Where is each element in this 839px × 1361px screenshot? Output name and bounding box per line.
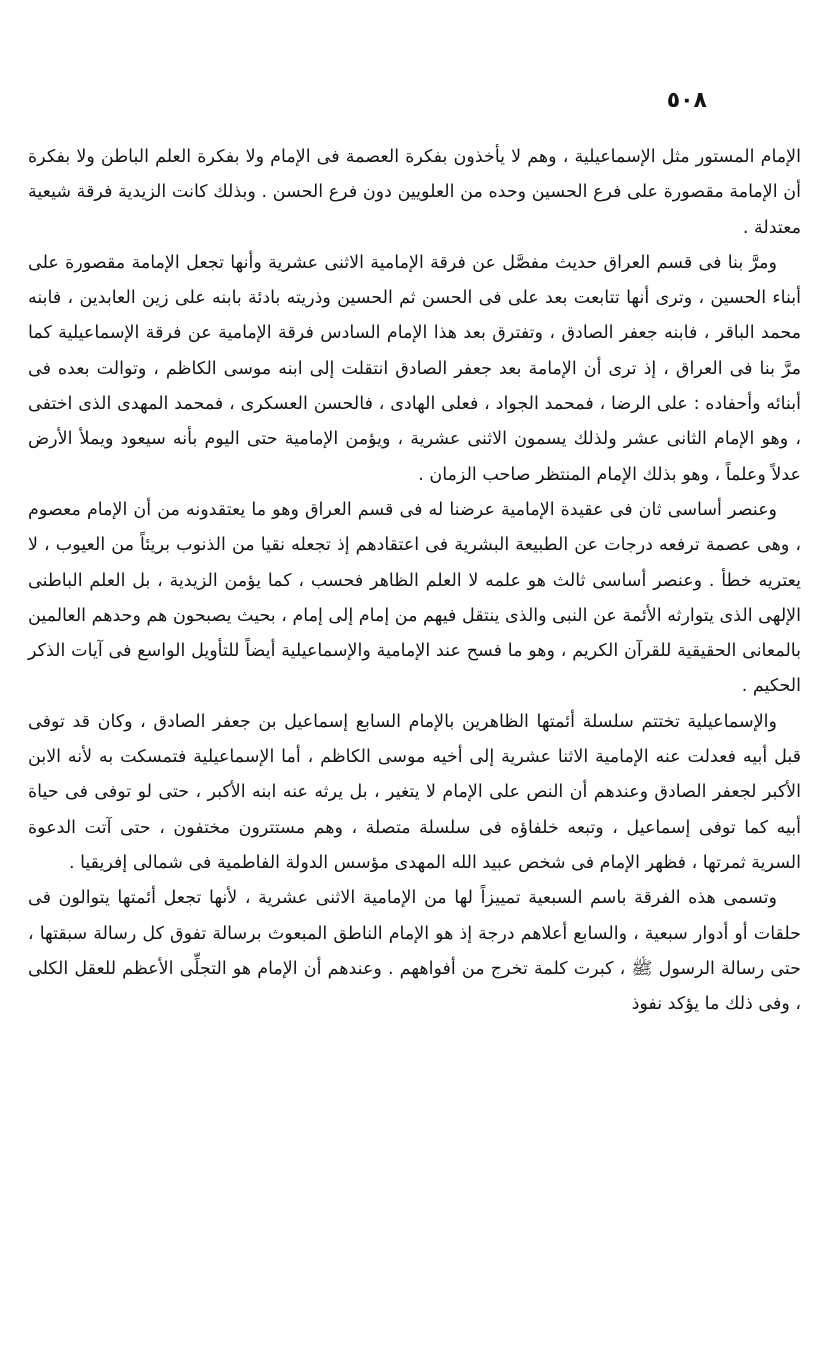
paragraph-3: وعنصر أساسى ثان فى عقيدة الإمامية عرضنا له فى قسم العراق وهو ما يعتقدونه من أن الإمام معصوم ، وهى عصمة ترفعه درجات عن الطبيعة البشرية فى اعتقادهم إذ تجعله نقيا من الذنوب بريئاً من العيوب ، لا يعتريه خطأ . وعنصر أساسى ثالث هو علمه لا العلم الظاهر فحسب ، كما يؤمن الزيدية ، بل العلم الباطنى الإلهى الذى يتوارثه الأئمة عن النبى والذى ينتقل فيهم من إمام إلى إمام ، بحيث يصبحون هم وحدهم العالمين بالمعانى الحقيقية للقرآن الكريم ، وهو ما فسح عند الإمامية والإسماعيلية أيضاً للتأويل الواسع فى آيات الذكر الحكيم . — [28, 499, 801, 697]
page-number: ٥٠٨ — [666, 88, 707, 113]
paragraph-5: وتسمى هذه الفرقة باسم السبعية تمييزاً لها من الإمامية الاثنى عشرية ، لأنها تجعل أئمتها يتوالون فى حلقات أو أدوار سبعية ، والسابع أعلاهم درجة إذ هو الإمام الناطق المبعوث برسالة تفوق كل رسالة سبقتها ، حتى رسالة الرسول ﷺ ، كبرت كلمة تخرج من أفواههم . وعندهم أن الإمام هو التجلِّى الأعظم للعقل الكلى ، وفى ذلك ما يؤكد نفوذ — [28, 888, 801, 1015]
paragraph-2: ومرَّ بنا فى قسم العراق حديث مفصَّل عن فرقة الإمامية الاثنى عشرية وأنها تجعل الإمامة مقصورة على أبناء الحسين ، وترى أنها تتابعت بعد على فى الحسن ثم الحسين وذريته بادئة بابنه على زين العابدين ، فابنه محمد الباقر ، فابنه جعفر الصادق ، وتفترق بعد هذا الإمام السادس فرقة الإمامية عن فرقة الإسماعيلية كما مرَّ بنا فى العراق ، إذ ترى أن الإمامة بعد جعفر الصادق انتقلت إلى ابنه موسى الكاظم ، وتوالت بعده فى أبنائه وأحفاده : على الرضا ، فمحمد الجواد ، فعلى الهادى ، فالحسن العسكرى ، فمحمد المهدى الذى اختفى ، وهو الإمام الثانى عشر ولذلك يسمون الاثنى عشرية ، ويؤمن الإمامية حتى اليوم بأنه سيعود ويملأ الأرض عدلاً وعلماً ، وهو بذلك الإمام المنتظر صاحب الزمان . — [28, 252, 801, 485]
paragraph-1: الإمام المستور مثل الإسماعيلية ، وهم لا يأخذون بفكرة العصمة فى الإمام ولا بفكرة العلم الباطن ولا بفكرة أن الإمامة مقصورة على فرع الحسين وحده من العلويين دون فرع الحسن . وبذلك كانت الزيدية فرقة شيعية معتدلة . — [28, 147, 801, 238]
paragraph-4: والإسماعيلية تختتم سلسلة أئمتها الظاهرين بالإمام السابع إسماعيل بن جعفر الصادق ، وكان قد توفى قبل أبيه فعدلت عنه الإمامية الاثنا عشرية إلى أخيه موسى الكاظم ، أما الإسماعيلية فتمسكت به لأنه الابن الأكبر لجعفر الصادق وعندهم أن النص على الإمام لا يتغير ، بل يرثه عنه ابنه الأكبر ، حتى لو توفى فى حياة أبيه كما توفى إسماعيل ، وتبعه خلفاؤه فى سلسلة متصلة ، وهم مستترون مختفون ، حتى آتت الدعوة السرية ثمرتها ، فظهر الإمام فى شخص عبيد الله المهدى مؤسس الدولة الفاطمية فى شمالى إفريقيا . — [28, 711, 801, 873]
body-text — [28, 140, 801, 1022]
